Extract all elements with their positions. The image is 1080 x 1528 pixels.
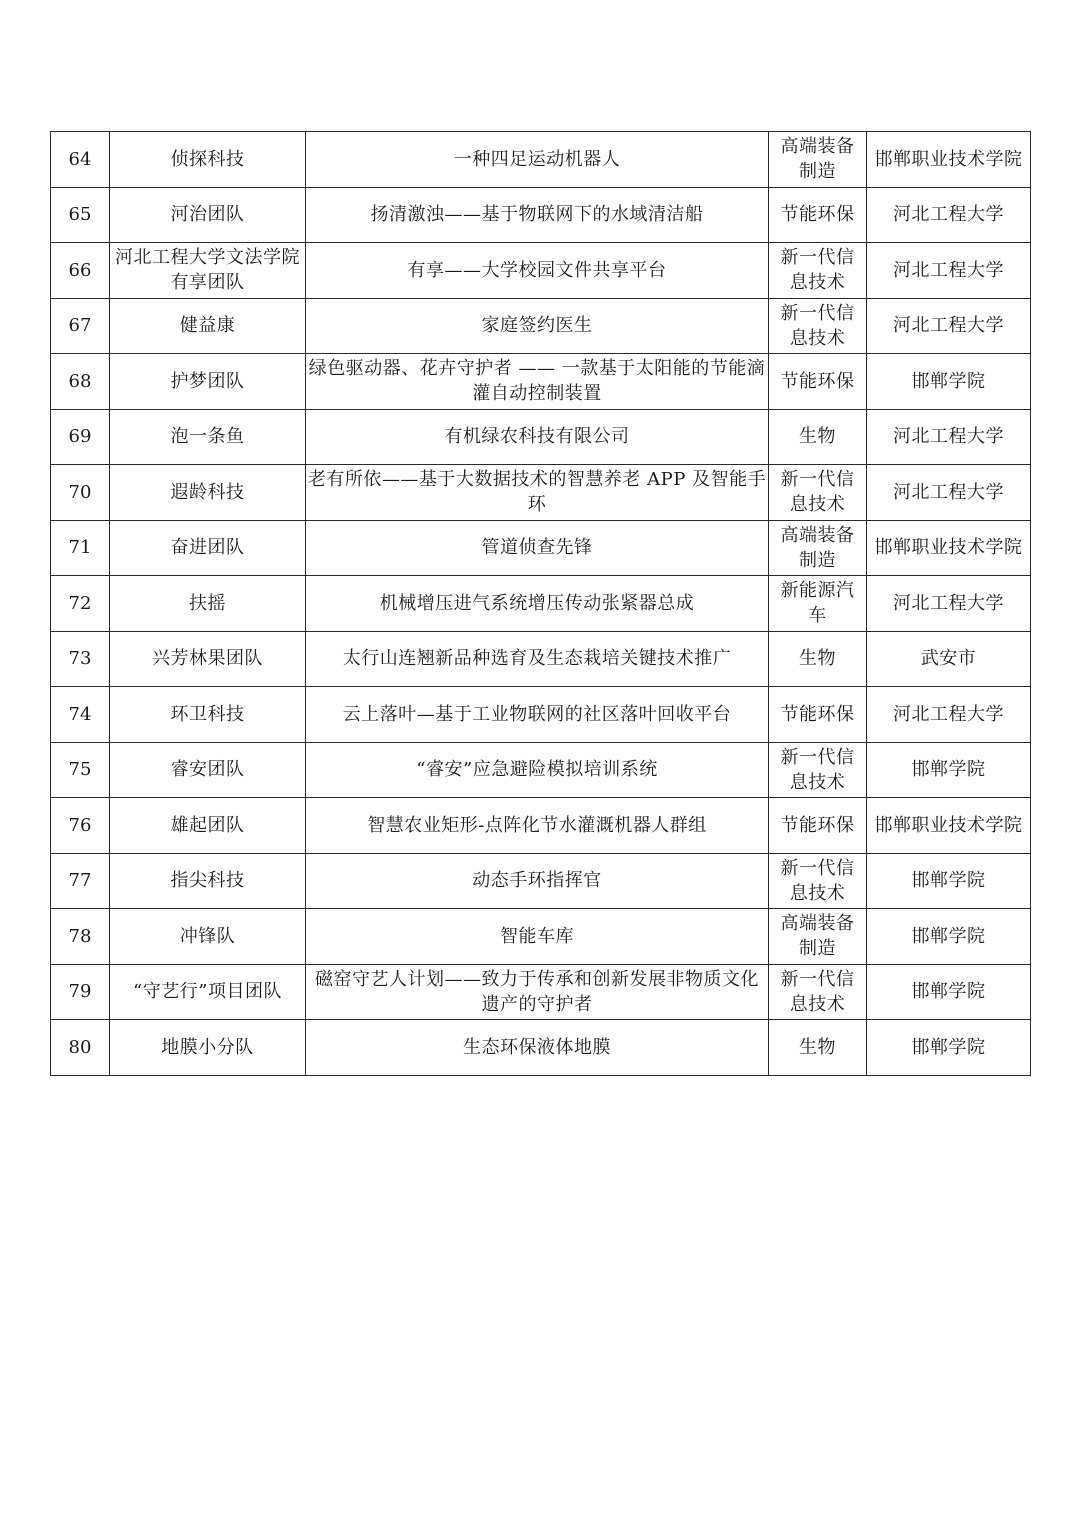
table-row (51, 298, 1031, 354)
industry-field: 高端装备制造 (769, 909, 867, 965)
team-roster-table (50, 131, 1031, 1076)
team-name: 河治团队 (110, 187, 306, 243)
project-name: 磁窑守艺人计划——致力于传承和创新发展非物质文化遗产的守护者 (306, 964, 769, 1020)
team-name: 河北工程大学文法学院有享团队 (110, 243, 306, 299)
project-name: 老有所依——基于大数据技术的智慧养老 APP 及智能手环 (306, 465, 769, 521)
table-row (51, 631, 1031, 687)
table-row (51, 798, 1031, 854)
table-row (51, 187, 1031, 243)
team-name: 遐龄科技 (110, 465, 306, 521)
table-row (51, 687, 1031, 743)
project-name: 云上落叶—基于工业物联网的社区落叶回收平台 (306, 687, 769, 743)
industry-field: 新一代信息技术 (769, 243, 867, 299)
institution: 邯郸学院 (867, 964, 1031, 1020)
row-number: 80 (51, 1020, 110, 1076)
institution: 邯郸学院 (867, 909, 1031, 965)
team-name: 泡一条鱼 (110, 409, 306, 465)
industry-field: 新一代信息技术 (769, 964, 867, 1020)
row-number: 71 (51, 520, 110, 576)
team-name: 睿安团队 (110, 742, 306, 798)
institution: 河北工程大学 (867, 243, 1031, 299)
team-name: “守艺行”项目团队 (110, 964, 306, 1020)
project-name: “睿安”应急避险模拟培训系统 (306, 742, 769, 798)
row-number: 75 (51, 742, 110, 798)
industry-field: 节能环保 (769, 687, 867, 743)
institution: 河北工程大学 (867, 187, 1031, 243)
industry-field: 新一代信息技术 (769, 853, 867, 909)
table-row (51, 243, 1031, 299)
team-name: 奋进团队 (110, 520, 306, 576)
team-name: 雄起团队 (110, 798, 306, 854)
project-name: 绿色驱动器、花卉守护者 —— 一款基于太阳能的节能滴灌自动控制装置 (306, 354, 769, 410)
industry-field: 节能环保 (769, 798, 867, 854)
row-number: 68 (51, 354, 110, 410)
institution: 邯郸学院 (867, 853, 1031, 909)
project-name: 智慧农业矩形-点阵化节水灌溉机器人群组 (306, 798, 769, 854)
roster-body (51, 132, 1031, 1076)
project-name: 动态手环指挥官 (306, 853, 769, 909)
row-number: 67 (51, 298, 110, 354)
table-row (51, 132, 1031, 188)
project-name: 智能车库 (306, 909, 769, 965)
industry-field: 高端装备制造 (769, 520, 867, 576)
row-number: 64 (51, 132, 110, 188)
table-row (51, 853, 1031, 909)
row-number: 73 (51, 631, 110, 687)
table-row (51, 742, 1031, 798)
table-row (51, 909, 1031, 965)
project-name: 有机绿农科技有限公司 (306, 409, 769, 465)
row-number: 76 (51, 798, 110, 854)
table-row (51, 409, 1031, 465)
team-name: 扶摇 (110, 576, 306, 632)
institution: 邯郸职业技术学院 (867, 520, 1031, 576)
project-name: 生态环保液体地膜 (306, 1020, 769, 1076)
row-number: 74 (51, 687, 110, 743)
project-name: 扬清激浊——基于物联网下的水域清洁船 (306, 187, 769, 243)
team-name: 冲锋队 (110, 909, 306, 965)
institution: 邯郸学院 (867, 1020, 1031, 1076)
table-row (51, 1020, 1031, 1076)
industry-field: 节能环保 (769, 187, 867, 243)
row-number: 72 (51, 576, 110, 632)
project-name: 太行山连翘新品种选育及生态栽培关键技术推广 (306, 631, 769, 687)
industry-field: 生物 (769, 1020, 867, 1076)
table-row (51, 465, 1031, 521)
row-number: 66 (51, 243, 110, 299)
industry-field: 生物 (769, 631, 867, 687)
table-row (51, 964, 1031, 1020)
team-name: 指尖科技 (110, 853, 306, 909)
project-name: 一种四足运动机器人 (306, 132, 769, 188)
table-row (51, 576, 1031, 632)
row-number: 77 (51, 853, 110, 909)
institution: 邯郸学院 (867, 354, 1031, 410)
institution: 河北工程大学 (867, 409, 1031, 465)
institution: 河北工程大学 (867, 576, 1031, 632)
institution: 邯郸职业技术学院 (867, 798, 1031, 854)
institution: 邯郸学院 (867, 742, 1031, 798)
table-row (51, 354, 1031, 410)
institution: 武安市 (867, 631, 1031, 687)
institution: 河北工程大学 (867, 687, 1031, 743)
row-number: 79 (51, 964, 110, 1020)
institution: 河北工程大学 (867, 298, 1031, 354)
team-name: 地膜小分队 (110, 1020, 306, 1076)
project-name: 有享——大学校园文件共享平台 (306, 243, 769, 299)
industry-field: 新一代信息技术 (769, 742, 867, 798)
project-name: 机械增压进气系统增压传动张紧器总成 (306, 576, 769, 632)
row-number: 69 (51, 409, 110, 465)
row-number: 65 (51, 187, 110, 243)
industry-field: 新一代信息技术 (769, 298, 867, 354)
team-name: 护梦团队 (110, 354, 306, 410)
industry-field: 节能环保 (769, 354, 867, 410)
institution: 河北工程大学 (867, 465, 1031, 521)
team-name: 健益康 (110, 298, 306, 354)
project-name: 管道侦查先锋 (306, 520, 769, 576)
team-name: 侦探科技 (110, 132, 306, 188)
industry-field: 生物 (769, 409, 867, 465)
industry-field: 高端装备制造 (769, 132, 867, 188)
institution: 邯郸职业技术学院 (867, 132, 1031, 188)
team-name: 环卫科技 (110, 687, 306, 743)
industry-field: 新能源汽车 (769, 576, 867, 632)
industry-field: 新一代信息技术 (769, 465, 867, 521)
team-name: 兴芳林果团队 (110, 631, 306, 687)
row-number: 78 (51, 909, 110, 965)
row-number: 70 (51, 465, 110, 521)
project-name: 家庭签约医生 (306, 298, 769, 354)
table-row (51, 520, 1031, 576)
